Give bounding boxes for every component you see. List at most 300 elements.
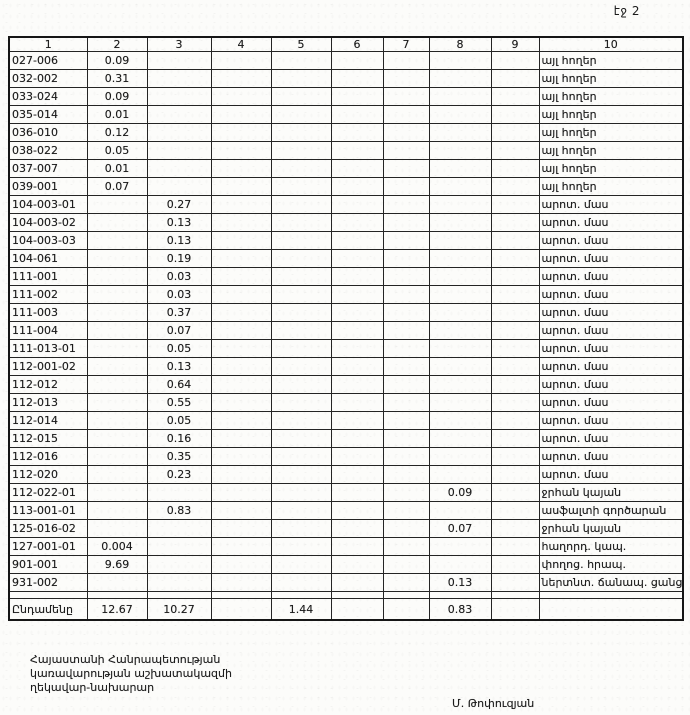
cell-col5 — [271, 124, 331, 142]
cell-parcel-code — [9, 502, 87, 520]
cell-col6 — [331, 214, 383, 232]
col3-value: 0.19 — [166, 252, 192, 265]
parcel-code-text: 112-020 — [12, 468, 58, 481]
cell-col5 — [271, 178, 331, 196]
col3-value: 0.05 — [166, 342, 192, 355]
cell-col3 — [147, 502, 211, 520]
cell-col8 — [429, 466, 491, 484]
total-col3: 10.27 — [147, 599, 211, 621]
cell-col2 — [87, 502, 147, 520]
total-col8: 0.83 — [429, 599, 491, 621]
cell-col8 — [429, 286, 491, 304]
cell-col4 — [211, 178, 271, 196]
cell-col4 — [211, 412, 271, 430]
col3-value: 0.05 — [166, 414, 192, 427]
cell-col4 — [211, 142, 271, 160]
cell-col6 — [331, 178, 383, 196]
table-row — [9, 70, 683, 88]
issuer-line-3: ղեկավար-նախարար — [30, 681, 155, 694]
cell-col8 — [429, 160, 491, 178]
cell-col2 — [87, 232, 147, 250]
cell-col9 — [491, 142, 539, 160]
cell-col3 — [147, 106, 211, 124]
table-row — [9, 376, 683, 394]
cell-land-use — [539, 52, 683, 70]
table-row — [9, 322, 683, 340]
header-row — [9, 37, 683, 52]
cell-parcel-code — [9, 304, 87, 322]
cell-col6 — [331, 448, 383, 466]
cell-col6 — [331, 394, 383, 412]
cell-col4 — [211, 484, 271, 502]
cell-parcel-code — [9, 142, 87, 160]
cell-col8 — [429, 520, 491, 538]
cell-col7 — [383, 412, 429, 430]
cell-col2 — [87, 484, 147, 502]
cell-col9 — [491, 376, 539, 394]
cell-col2 — [87, 394, 147, 412]
cell-col3 — [147, 160, 211, 178]
column-header-5: 5 — [271, 37, 331, 52]
cell-col4 — [211, 124, 271, 142]
land-use-text: արոտ. մաս — [541, 450, 609, 463]
cell-col5 — [271, 448, 331, 466]
parcel-code-text: 127-001-01 — [12, 540, 76, 553]
cell-parcel-code — [9, 322, 87, 340]
cell-parcel-code — [9, 268, 87, 286]
cell-land-use — [539, 304, 683, 322]
parcel-code-text: 112-013 — [12, 396, 58, 409]
cell-col3 — [147, 250, 211, 268]
col3-value: 0.27 — [166, 198, 192, 211]
column-header-3: 3 — [147, 37, 211, 52]
total-col2: 12.67 — [87, 599, 147, 621]
cell-col7 — [383, 394, 429, 412]
cell-land-use — [539, 448, 683, 466]
cell-land-use — [539, 268, 683, 286]
col2-value: 0.004 — [101, 540, 133, 553]
table-row — [9, 304, 683, 322]
cell-col4 — [211, 538, 271, 556]
cell-empty — [539, 592, 683, 599]
table-row — [9, 520, 683, 538]
cell-col4 — [211, 322, 271, 340]
cell-col5 — [271, 520, 331, 538]
parcel-code-text: 111-004 — [12, 324, 58, 337]
cell-col2 — [87, 160, 147, 178]
parcel-code-text: 033-024 — [12, 90, 58, 103]
cell-col8 — [429, 484, 491, 502]
cell-col9 — [491, 286, 539, 304]
cell-col2 — [87, 430, 147, 448]
cell-col5 — [271, 358, 331, 376]
cell-col9 — [491, 394, 539, 412]
table-body — [9, 52, 683, 592]
cell-col3 — [147, 430, 211, 448]
table-row — [9, 358, 683, 376]
cell-col5 — [271, 52, 331, 70]
cell-col8 — [429, 376, 491, 394]
land-use-text: այլ հողեր — [541, 72, 597, 85]
cell-col2 — [87, 538, 147, 556]
table-row — [9, 268, 683, 286]
col2-value: 0.09 — [104, 54, 130, 67]
cell-land-use — [539, 178, 683, 196]
cell-col6 — [331, 196, 383, 214]
parcel-code-text: 901-001 — [12, 558, 58, 571]
cell-col8 — [429, 142, 491, 160]
cell-col9 — [491, 556, 539, 574]
cell-col7 — [383, 466, 429, 484]
table-row — [9, 250, 683, 268]
cell-col2 — [87, 376, 147, 394]
cell-col4 — [211, 376, 271, 394]
cell-col8 — [429, 214, 491, 232]
cell-col5 — [271, 340, 331, 358]
parcel-code-text: 037-007 — [12, 162, 58, 175]
cell-empty — [271, 592, 331, 599]
cell-col3 — [147, 574, 211, 592]
cell-col3 — [147, 556, 211, 574]
cell-col2 — [87, 340, 147, 358]
land-use-text: արոտ. մաս — [541, 378, 609, 391]
parcel-code-text: 111-003 — [12, 306, 58, 319]
cell-col5 — [271, 286, 331, 304]
col3-value: 0.07 — [166, 324, 192, 337]
table-row — [9, 430, 683, 448]
land-use-text: հաղորդ. կապ. — [541, 540, 627, 553]
cell-col4 — [211, 340, 271, 358]
cell-empty — [87, 592, 147, 599]
issuer-line-1: Հայաստանի Հանրապետության — [30, 653, 221, 666]
cell-col6 — [331, 88, 383, 106]
cell-col5 — [271, 88, 331, 106]
cell-col7 — [383, 304, 429, 322]
parcel-code-text: 112-014 — [12, 414, 58, 427]
cell-col2 — [87, 268, 147, 286]
cell-col2 — [87, 214, 147, 232]
cell-land-use — [539, 160, 683, 178]
land-use-text: փողոց. հրապ. — [541, 558, 626, 571]
cell-col6 — [331, 430, 383, 448]
column-header-1: 1 — [9, 37, 87, 52]
cell-empty — [211, 592, 271, 599]
cell-col7 — [383, 520, 429, 538]
parcel-code-text: 038-022 — [12, 144, 58, 157]
cell-col5 — [271, 538, 331, 556]
cell-col8 — [429, 70, 491, 88]
cell-land-use — [539, 520, 683, 538]
land-use-text: արոտ. մաս — [541, 414, 609, 427]
land-use-text: արոտ. մաս — [541, 396, 609, 409]
cell-col3 — [147, 178, 211, 196]
cell-parcel-code — [9, 286, 87, 304]
cell-col8 — [429, 556, 491, 574]
parcel-code-text: 125-016-02 — [12, 522, 76, 535]
total-row — [9, 599, 683, 621]
cell-col7 — [383, 574, 429, 592]
cell-col2 — [87, 322, 147, 340]
col3-value: 0.83 — [166, 504, 192, 517]
column-header-10: 10 — [539, 37, 683, 52]
cell-col7 — [383, 88, 429, 106]
cell-parcel-code — [9, 484, 87, 502]
table-footer — [9, 592, 683, 621]
land-use-text: ջրհան կայան — [541, 522, 622, 535]
cell-col3 — [147, 322, 211, 340]
cell-land-use — [539, 88, 683, 106]
cell-col8 — [429, 268, 491, 286]
cell-col2 — [87, 178, 147, 196]
col3-value: 0.23 — [166, 468, 192, 481]
page-number-label: էջ 2 — [613, 4, 640, 18]
cell-col3 — [147, 52, 211, 70]
cell-col5 — [271, 466, 331, 484]
cell-col5 — [271, 160, 331, 178]
cell-col4 — [211, 574, 271, 592]
land-use-text: այլ հողեր — [541, 144, 597, 157]
cell-col9 — [491, 88, 539, 106]
cell-col9 — [491, 178, 539, 196]
cell-col5 — [271, 70, 331, 88]
cell-col9 — [491, 70, 539, 88]
table-header — [9, 37, 683, 52]
land-use-text: այլ հողեր — [541, 90, 597, 103]
col2-value: 0.12 — [104, 126, 130, 139]
cell-col9 — [491, 520, 539, 538]
cell-col6 — [331, 142, 383, 160]
land-use-text: արոտ. մաս — [541, 252, 609, 265]
col3-value: 0.64 — [166, 378, 192, 391]
table-row — [9, 412, 683, 430]
cell-col9 — [491, 268, 539, 286]
cell-col8 — [429, 502, 491, 520]
cell-col2 — [87, 574, 147, 592]
table-row — [9, 160, 683, 178]
cell-empty — [147, 592, 211, 599]
cell-col6 — [331, 358, 383, 376]
cell-col9 — [491, 304, 539, 322]
land-use-text: արոտ. մաս — [541, 198, 609, 211]
table-row — [9, 142, 683, 160]
cell-col5 — [271, 394, 331, 412]
cell-land-use — [539, 376, 683, 394]
cell-col9 — [491, 448, 539, 466]
cell-col4 — [211, 232, 271, 250]
cell-empty — [331, 592, 383, 599]
cell-land-use — [539, 250, 683, 268]
cell-col9 — [491, 412, 539, 430]
col3-value: 0.03 — [166, 288, 192, 301]
cell-col8 — [429, 52, 491, 70]
cell-col2 — [87, 88, 147, 106]
issuer-block — [30, 653, 232, 695]
table-row — [9, 286, 683, 304]
cell-col4 — [211, 160, 271, 178]
parcel-code-text: 035-014 — [12, 108, 58, 121]
cell-col4 — [211, 52, 271, 70]
cell-col9 — [491, 196, 539, 214]
cell-col5 — [271, 412, 331, 430]
cell-col3 — [147, 466, 211, 484]
cell-col3 — [147, 538, 211, 556]
cell-empty — [9, 592, 87, 599]
cell-land-use — [539, 196, 683, 214]
cell-parcel-code — [9, 538, 87, 556]
cell-col8 — [429, 412, 491, 430]
cell-col7 — [383, 70, 429, 88]
cell-col2 — [87, 556, 147, 574]
cell-col8 — [429, 574, 491, 592]
land-use-text: այլ հողեր — [541, 54, 597, 67]
cell-col4 — [211, 268, 271, 286]
table-row — [9, 340, 683, 358]
cell-empty — [383, 599, 429, 621]
cell-col7 — [383, 106, 429, 124]
cell-col5 — [271, 214, 331, 232]
land-use-text: արոտ. մաս — [541, 288, 609, 301]
cell-parcel-code — [9, 376, 87, 394]
cell-col7 — [383, 196, 429, 214]
cell-land-use — [539, 574, 683, 592]
cell-col8 — [429, 538, 491, 556]
cell-col5 — [271, 250, 331, 268]
parcel-code-text: 104-003-02 — [12, 216, 76, 229]
cell-parcel-code — [9, 88, 87, 106]
spacer-row — [9, 592, 683, 599]
cell-col6 — [331, 304, 383, 322]
cell-col7 — [383, 124, 429, 142]
cell-land-use — [539, 466, 683, 484]
cell-empty — [491, 599, 539, 621]
cell-col2 — [87, 142, 147, 160]
cell-col5 — [271, 376, 331, 394]
cell-parcel-code — [9, 178, 87, 196]
col2-value: 0.01 — [104, 108, 130, 121]
cell-col7 — [383, 286, 429, 304]
column-header-2: 2 — [87, 37, 147, 52]
parcels-table — [8, 36, 684, 621]
cell-col7 — [383, 538, 429, 556]
cell-col4 — [211, 448, 271, 466]
cell-col6 — [331, 340, 383, 358]
table-row — [9, 178, 683, 196]
cell-col4 — [211, 358, 271, 376]
cell-col3 — [147, 124, 211, 142]
parcel-code-text: 104-003-03 — [12, 234, 76, 247]
cell-col2 — [87, 286, 147, 304]
cell-col2 — [87, 250, 147, 268]
cell-land-use — [539, 106, 683, 124]
table-row — [9, 196, 683, 214]
cell-col7 — [383, 214, 429, 232]
cell-col4 — [211, 70, 271, 88]
table-row — [9, 214, 683, 232]
cell-col6 — [331, 160, 383, 178]
cell-parcel-code — [9, 412, 87, 430]
column-header-4: 4 — [211, 37, 271, 52]
cell-col4 — [211, 250, 271, 268]
table-row — [9, 466, 683, 484]
cell-land-use — [539, 502, 683, 520]
land-use-text: ներտնտ. ճանապ. ցանց — [541, 576, 683, 589]
col3-value: 0.16 — [166, 432, 192, 445]
cell-col6 — [331, 376, 383, 394]
column-header-6: 6 — [331, 37, 383, 52]
column-header-8: 8 — [429, 37, 491, 52]
cell-parcel-code — [9, 340, 87, 358]
cell-col3 — [147, 70, 211, 88]
cell-col9 — [491, 232, 539, 250]
land-use-text: արոտ. մաս — [541, 306, 609, 319]
table-row — [9, 448, 683, 466]
cell-col5 — [271, 232, 331, 250]
cell-col7 — [383, 178, 429, 196]
cell-col3 — [147, 412, 211, 430]
col8-value: 0.13 — [447, 576, 473, 589]
cell-col5 — [271, 502, 331, 520]
cell-col3 — [147, 214, 211, 232]
parcel-code-text: 112-022-01 — [12, 486, 76, 499]
cell-empty — [331, 599, 383, 621]
cell-col6 — [331, 322, 383, 340]
cell-land-use — [539, 214, 683, 232]
parcel-code-text: 111-001 — [12, 270, 58, 283]
cell-land-use — [539, 430, 683, 448]
parcel-code-text: 036-010 — [12, 126, 58, 139]
cell-land-use — [539, 142, 683, 160]
cell-col3 — [147, 304, 211, 322]
col3-value: 0.13 — [166, 234, 192, 247]
cell-col6 — [331, 52, 383, 70]
land-use-text: ջրհան կայան — [541, 486, 622, 499]
cell-col2 — [87, 412, 147, 430]
cell-col3 — [147, 88, 211, 106]
land-use-text: այլ հողեր — [541, 180, 597, 193]
cell-col8 — [429, 394, 491, 412]
cell-parcel-code — [9, 52, 87, 70]
parcel-code-text: 113-001-01 — [12, 504, 76, 517]
cell-col6 — [331, 574, 383, 592]
parcel-code-text: 039-001 — [12, 180, 58, 193]
cell-parcel-code — [9, 106, 87, 124]
col8-value: 0.09 — [447, 486, 473, 499]
cell-col2 — [87, 520, 147, 538]
parcel-code-text: 104-003-01 — [12, 198, 76, 211]
cell-col9 — [491, 358, 539, 376]
cell-col2 — [87, 358, 147, 376]
cell-col7 — [383, 52, 429, 70]
parcel-code-text: 931-002 — [12, 576, 58, 589]
cell-col3 — [147, 484, 211, 502]
cell-col5 — [271, 196, 331, 214]
cell-land-use — [539, 322, 683, 340]
cell-parcel-code — [9, 232, 87, 250]
cell-col9 — [491, 214, 539, 232]
cell-land-use — [539, 124, 683, 142]
cell-parcel-code — [9, 520, 87, 538]
cell-col8 — [429, 250, 491, 268]
cell-col8 — [429, 232, 491, 250]
cell-land-use — [539, 556, 683, 574]
col3-value: 0.55 — [166, 396, 192, 409]
col8-value: 0.07 — [447, 522, 473, 535]
cell-col5 — [271, 106, 331, 124]
cell-col7 — [383, 502, 429, 520]
cell-col8 — [429, 88, 491, 106]
cell-col6 — [331, 232, 383, 250]
cell-col6 — [331, 268, 383, 286]
